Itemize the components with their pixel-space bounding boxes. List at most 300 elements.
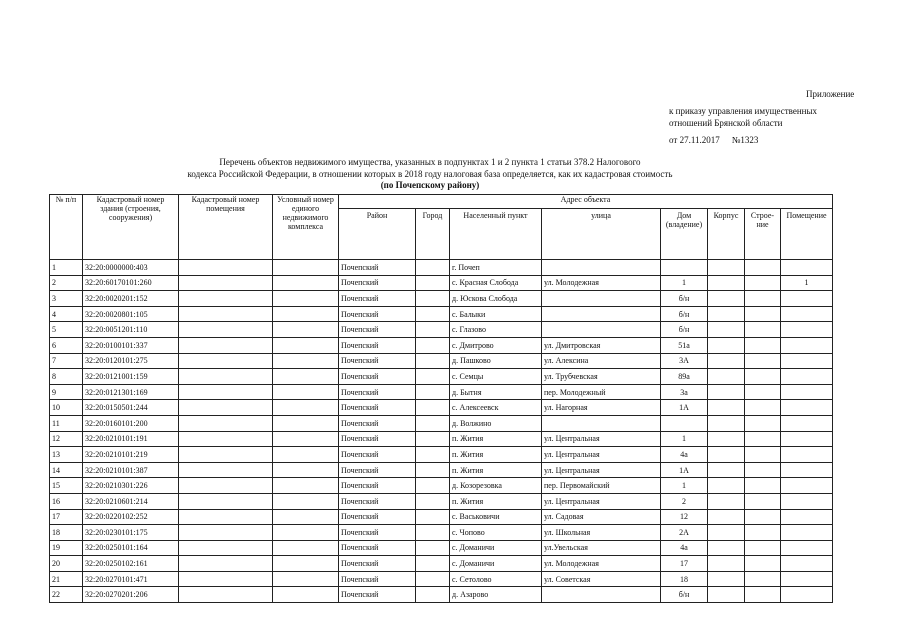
- cell-cadastral-building: 32:20:0270101:471: [83, 571, 179, 587]
- cell-cadastral-room: [179, 337, 273, 353]
- cell-room: [781, 384, 833, 400]
- cell-conditional-number: [273, 587, 339, 603]
- col-header-street: улица: [542, 209, 661, 260]
- cell-city: [416, 291, 450, 307]
- cell-cadastral-room: [179, 306, 273, 322]
- cell-conditional-number: [273, 571, 339, 587]
- cell-district: Почепский: [339, 509, 416, 525]
- cell-conditional-number: [273, 556, 339, 572]
- cell-building: [745, 415, 781, 431]
- cell-house: 4а: [661, 447, 708, 463]
- col-header-house: Дом (владение): [661, 209, 708, 260]
- cell-cadastral-building: 32:20:0210601:214: [83, 493, 179, 509]
- cell-street: [542, 322, 661, 338]
- cell-district: Почепский: [339, 415, 416, 431]
- cell-building: [745, 587, 781, 603]
- cell-cadastral-building: 32:20:0230101:175: [83, 525, 179, 541]
- col-header-locality: Населенный пункт: [450, 209, 542, 260]
- col-header-building: Строе-ние: [745, 209, 781, 260]
- col-header-city: Город: [416, 209, 450, 260]
- cell-number: 21: [50, 571, 83, 587]
- cell-district: Почепский: [339, 478, 416, 494]
- cell-room: [781, 478, 833, 494]
- table-row: [50, 587, 833, 603]
- cell-korpus: [708, 525, 745, 541]
- cell-conditional-number: [273, 431, 339, 447]
- table-row: [50, 291, 833, 307]
- cell-cadastral-room: [179, 353, 273, 369]
- table-row: [50, 540, 833, 556]
- cell-cadastral-building: 32:20:0160101:200: [83, 415, 179, 431]
- cell-conditional-number: [273, 540, 339, 556]
- cell-room: [781, 415, 833, 431]
- cell-house: 3А: [661, 353, 708, 369]
- cell-korpus: [708, 322, 745, 338]
- cell-number: 6: [50, 337, 83, 353]
- table-row: [50, 571, 833, 587]
- cell-street: ул. Молодежная: [542, 556, 661, 572]
- cell-korpus: [708, 306, 745, 322]
- table-row: [50, 322, 833, 338]
- table-row: [50, 306, 833, 322]
- cell-korpus: [708, 478, 745, 494]
- cell-cadastral-building: 32:20:0250102:161: [83, 556, 179, 572]
- cell-locality: с. Глазово: [450, 322, 542, 338]
- cell-room: [781, 540, 833, 556]
- cell-street: [542, 260, 661, 276]
- cell-city: [416, 587, 450, 603]
- cell-cadastral-room: [179, 275, 273, 291]
- cell-number: 13: [50, 447, 83, 463]
- table-row: [50, 275, 833, 291]
- cell-room: [781, 571, 833, 587]
- cell-conditional-number: [273, 400, 339, 416]
- cell-korpus: [708, 509, 745, 525]
- document-title-district: (по Почепскому району): [380, 180, 480, 190]
- cell-number: 11: [50, 415, 83, 431]
- table-row: [50, 478, 833, 494]
- cell-house: 1А: [661, 462, 708, 478]
- cell-locality: п. Жития: [450, 462, 542, 478]
- cell-cadastral-room: [179, 540, 273, 556]
- cell-street: ул. Школьная: [542, 525, 661, 541]
- cell-city: [416, 369, 450, 385]
- cell-street: ул. Центральная: [542, 447, 661, 463]
- cell-cadastral-building: 32:20:0220102:252: [83, 509, 179, 525]
- document-title-line1: Перечень объектов недвижимого имущества, указанных в подпунктах 1 и 2 пункта 1 статьи 378.2 Налогового: [219, 157, 641, 167]
- cell-room: [781, 525, 833, 541]
- cell-number: 20: [50, 556, 83, 572]
- col-header-number: № п/п: [50, 195, 83, 260]
- cell-street: [542, 306, 661, 322]
- cell-conditional-number: [273, 353, 339, 369]
- cell-building: [745, 384, 781, 400]
- cell-district: Почепский: [339, 556, 416, 572]
- cell-cadastral-building: 32:20:0120101:275: [83, 353, 179, 369]
- cell-building: [745, 509, 781, 525]
- cell-district: Почепский: [339, 260, 416, 276]
- cell-house: 17: [661, 556, 708, 572]
- cell-building: [745, 291, 781, 307]
- cell-city: [416, 353, 450, 369]
- cell-number: 5: [50, 322, 83, 338]
- cell-house: 12: [661, 509, 708, 525]
- cell-conditional-number: [273, 415, 339, 431]
- cell-building: [745, 431, 781, 447]
- cell-house: [661, 260, 708, 276]
- cell-cadastral-building: 32:20:0121301:169: [83, 384, 179, 400]
- cell-locality: п. Жития: [450, 431, 542, 447]
- cell-street: ул. Дмитровская: [542, 337, 661, 353]
- cell-street: пер. Молодежный: [542, 384, 661, 400]
- cell-cadastral-building: 32:20:0270201:206: [83, 587, 179, 603]
- cell-house: 1А: [661, 400, 708, 416]
- order-date-line: [669, 135, 758, 146]
- cell-city: [416, 525, 450, 541]
- cell-house: 89а: [661, 369, 708, 385]
- cell-room: 1: [781, 275, 833, 291]
- cell-house: 3а: [661, 384, 708, 400]
- cell-house: [661, 415, 708, 431]
- cell-district: Почепский: [339, 493, 416, 509]
- order-number: №1323: [731, 135, 759, 145]
- cell-locality: с. Доманичи: [450, 556, 542, 572]
- cell-district: Почепский: [339, 353, 416, 369]
- cell-locality: д. Бытня: [450, 384, 542, 400]
- cell-cadastral-building: 32:20:0121001:159: [83, 369, 179, 385]
- order-date: от 27.11.2017: [669, 135, 720, 145]
- cell-house: 51а: [661, 337, 708, 353]
- cell-locality: с. Балыки: [450, 306, 542, 322]
- cell-cadastral-room: [179, 509, 273, 525]
- cell-korpus: [708, 353, 745, 369]
- cell-cadastral-building: 32:20:0210101:191: [83, 431, 179, 447]
- cell-street: пер. Первомайский: [542, 478, 661, 494]
- cell-city: [416, 556, 450, 572]
- cell-conditional-number: [273, 322, 339, 338]
- cell-conditional-number: [273, 337, 339, 353]
- cell-cadastral-room: [179, 431, 273, 447]
- cell-city: [416, 571, 450, 587]
- table-row: [50, 493, 833, 509]
- cell-room: [781, 447, 833, 463]
- cell-conditional-number: [273, 260, 339, 276]
- col-header-conditional-number: Условный номер единого недвижимого комплекса: [273, 195, 339, 260]
- cell-korpus: [708, 431, 745, 447]
- cell-city: [416, 540, 450, 556]
- cell-street: [542, 291, 661, 307]
- cell-conditional-number: [273, 462, 339, 478]
- cell-locality: п. Жития: [450, 493, 542, 509]
- cell-city: [416, 337, 450, 353]
- cell-building: [745, 369, 781, 385]
- cell-number: 18: [50, 525, 83, 541]
- cell-korpus: [708, 291, 745, 307]
- cell-building: [745, 571, 781, 587]
- cell-locality: г. Почеп: [450, 260, 542, 276]
- cell-building: [745, 462, 781, 478]
- cell-korpus: [708, 400, 745, 416]
- cell-building: [745, 525, 781, 541]
- cell-cadastral-building: 32:20:0020201:152: [83, 291, 179, 307]
- cell-korpus: [708, 275, 745, 291]
- cell-cadastral-building: 32:20:0000000:403: [83, 260, 179, 276]
- order-reference-line2: отношений Брянской области: [669, 118, 783, 128]
- cell-cadastral-room: [179, 462, 273, 478]
- table-row: [50, 556, 833, 572]
- cell-house: б/н: [661, 587, 708, 603]
- cell-cadastral-building: 32:20:0210301:226: [83, 478, 179, 494]
- cell-house: 4а: [661, 540, 708, 556]
- cell-cadastral-room: [179, 415, 273, 431]
- cell-house: 1: [661, 431, 708, 447]
- col-header-room: Помещение: [781, 209, 833, 260]
- cell-locality: с. Сетолово: [450, 571, 542, 587]
- cell-house: 2А: [661, 525, 708, 541]
- cell-street: ул. Центральная: [542, 462, 661, 478]
- cell-locality: с. Алексеевск: [450, 400, 542, 416]
- cell-number: 9: [50, 384, 83, 400]
- cell-conditional-number: [273, 493, 339, 509]
- cell-district: Почепский: [339, 400, 416, 416]
- cell-house: 2: [661, 493, 708, 509]
- cell-building: [745, 400, 781, 416]
- cell-house: 18: [661, 571, 708, 587]
- cell-number: 7: [50, 353, 83, 369]
- cell-district: Почепский: [339, 447, 416, 463]
- cell-house: б/н: [661, 322, 708, 338]
- cell-locality: с. Васьковичи: [450, 509, 542, 525]
- cell-city: [416, 260, 450, 276]
- cell-street: [542, 587, 661, 603]
- cell-room: [781, 493, 833, 509]
- cell-city: [416, 415, 450, 431]
- col-header-district: Район: [339, 209, 416, 260]
- cell-cadastral-building: 32:20:0210101:387: [83, 462, 179, 478]
- cell-room: [781, 322, 833, 338]
- cell-cadastral-room: [179, 260, 273, 276]
- cell-street: ул. Нагорная: [542, 400, 661, 416]
- cell-city: [416, 431, 450, 447]
- cell-district: Почепский: [339, 369, 416, 385]
- table-row: [50, 431, 833, 447]
- cell-building: [745, 275, 781, 291]
- cell-cadastral-building: 32:20:0100101:337: [83, 337, 179, 353]
- cell-room: [781, 291, 833, 307]
- cell-conditional-number: [273, 447, 339, 463]
- cell-locality: д. Волжино: [450, 415, 542, 431]
- cell-district: Почепский: [339, 306, 416, 322]
- cell-city: [416, 478, 450, 494]
- cell-cadastral-room: [179, 447, 273, 463]
- cell-cadastral-building: 32:20:0210101:219: [83, 447, 179, 463]
- cell-district: Почепский: [339, 275, 416, 291]
- cell-locality: д. Пашково: [450, 353, 542, 369]
- table-row: [50, 400, 833, 416]
- cell-locality: д. Азарово: [450, 587, 542, 603]
- table-row: [50, 525, 833, 541]
- cell-room: [781, 260, 833, 276]
- cell-cadastral-room: [179, 571, 273, 587]
- cell-locality: п. Жития: [450, 447, 542, 463]
- cell-district: Почепский: [339, 384, 416, 400]
- cell-building: [745, 337, 781, 353]
- cell-house: б/н: [661, 306, 708, 322]
- cell-room: [781, 400, 833, 416]
- cell-street: ул. Трубчевская: [542, 369, 661, 385]
- cell-district: Почепский: [339, 462, 416, 478]
- cell-room: [781, 556, 833, 572]
- appendix-label: Приложение: [806, 89, 855, 99]
- cell-district: Почепский: [339, 291, 416, 307]
- cell-building: [745, 322, 781, 338]
- cell-korpus: [708, 587, 745, 603]
- cell-city: [416, 322, 450, 338]
- cell-street: ул. Садовая: [542, 509, 661, 525]
- cell-conditional-number: [273, 384, 339, 400]
- cell-cadastral-room: [179, 478, 273, 494]
- cell-district: Почепский: [339, 322, 416, 338]
- cell-city: [416, 493, 450, 509]
- cell-district: Почепский: [339, 540, 416, 556]
- cell-city: [416, 384, 450, 400]
- table-row: [50, 369, 833, 385]
- cell-korpus: [708, 260, 745, 276]
- cell-room: [781, 431, 833, 447]
- cell-house: 1: [661, 478, 708, 494]
- cell-city: [416, 447, 450, 463]
- table-row: [50, 384, 833, 400]
- cell-conditional-number: [273, 525, 339, 541]
- table-row: [50, 509, 833, 525]
- cell-cadastral-building: 32:20:0020801:105: [83, 306, 179, 322]
- cell-room: [781, 353, 833, 369]
- document-title-line2: кодекса Российской Федерации, в отношении которых в 2018 году налоговая база определяется, как их кадастровая стоимость: [187, 169, 673, 179]
- cell-street: ул. Молодежная: [542, 275, 661, 291]
- cell-number: 1: [50, 260, 83, 276]
- cell-building: [745, 540, 781, 556]
- cell-city: [416, 275, 450, 291]
- cell-cadastral-room: [179, 556, 273, 572]
- cell-district: Почепский: [339, 571, 416, 587]
- cell-cadastral-building: 32:20:0250101:164: [83, 540, 179, 556]
- cell-number: 14: [50, 462, 83, 478]
- table-row: [50, 260, 833, 276]
- table-row: [50, 462, 833, 478]
- cell-room: [781, 306, 833, 322]
- cell-cadastral-building: 32:20:0150501:244: [83, 400, 179, 416]
- cell-number: 22: [50, 587, 83, 603]
- cell-house: 1: [661, 275, 708, 291]
- cell-cadastral-room: [179, 322, 273, 338]
- cell-building: [745, 447, 781, 463]
- cell-cadastral-building: 32:20:0051201:110: [83, 322, 179, 338]
- cell-number: 10: [50, 400, 83, 416]
- cell-locality: с. Чопово: [450, 525, 542, 541]
- cell-building: [745, 493, 781, 509]
- cell-korpus: [708, 540, 745, 556]
- cell-korpus: [708, 415, 745, 431]
- col-header-cadastral-building: Кадастровый номер здания (строения, сооружения): [83, 195, 179, 260]
- cell-house: б/н: [661, 291, 708, 307]
- cell-locality: д. Козорезовка: [450, 478, 542, 494]
- cell-room: [781, 462, 833, 478]
- cell-city: [416, 306, 450, 322]
- cell-building: [745, 478, 781, 494]
- cell-room: [781, 509, 833, 525]
- cell-cadastral-room: [179, 291, 273, 307]
- cell-number: 3: [50, 291, 83, 307]
- cell-cadastral-room: [179, 400, 273, 416]
- cell-number: 16: [50, 493, 83, 509]
- cell-street: [542, 415, 661, 431]
- cell-street: ул. Центральная: [542, 493, 661, 509]
- cell-conditional-number: [273, 478, 339, 494]
- cell-city: [416, 509, 450, 525]
- cell-cadastral-room: [179, 587, 273, 603]
- cell-street: ул. Советская: [542, 571, 661, 587]
- cell-room: [781, 587, 833, 603]
- cell-district: Почепский: [339, 587, 416, 603]
- cell-locality: с. Доманичи: [450, 540, 542, 556]
- cell-number: 8: [50, 369, 83, 385]
- cell-street: ул.Увельская: [542, 540, 661, 556]
- cell-locality: с. Красная Слобода: [450, 275, 542, 291]
- cell-street: ул. Алексина: [542, 353, 661, 369]
- cell-room: [781, 337, 833, 353]
- cell-conditional-number: [273, 306, 339, 322]
- cell-locality: д. Юскова Слобода: [450, 291, 542, 307]
- cell-cadastral-room: [179, 493, 273, 509]
- cell-district: Почепский: [339, 337, 416, 353]
- cell-number: 2: [50, 275, 83, 291]
- cell-korpus: [708, 462, 745, 478]
- col-header-cadastral-room: Кадастровый номер помещения: [179, 195, 273, 260]
- cell-cadastral-room: [179, 384, 273, 400]
- cell-conditional-number: [273, 275, 339, 291]
- table-row: [50, 353, 833, 369]
- cell-number: 4: [50, 306, 83, 322]
- cell-cadastral-building: 32:20:60170101:260: [83, 275, 179, 291]
- cell-korpus: [708, 369, 745, 385]
- cell-korpus: [708, 493, 745, 509]
- col-header-address-group: Адрес объекта: [339, 195, 833, 209]
- cell-number: 17: [50, 509, 83, 525]
- cell-korpus: [708, 384, 745, 400]
- cell-cadastral-room: [179, 369, 273, 385]
- cell-cadastral-room: [179, 525, 273, 541]
- cell-number: 12: [50, 431, 83, 447]
- cell-building: [745, 260, 781, 276]
- cell-district: Почепский: [339, 431, 416, 447]
- cell-korpus: [708, 337, 745, 353]
- cell-building: [745, 306, 781, 322]
- cell-number: 19: [50, 540, 83, 556]
- cell-korpus: [708, 571, 745, 587]
- cell-building: [745, 556, 781, 572]
- cell-conditional-number: [273, 369, 339, 385]
- cell-korpus: [708, 556, 745, 572]
- cell-building: [745, 353, 781, 369]
- order-reference-line1: к приказу управления имущественных: [669, 106, 818, 116]
- property-register-table: [49, 194, 833, 603]
- cell-number: 15: [50, 478, 83, 494]
- table-row: [50, 447, 833, 463]
- cell-street: ул. Центральная: [542, 431, 661, 447]
- cell-locality: с. Дмитрово: [450, 337, 542, 353]
- table-row: [50, 337, 833, 353]
- cell-conditional-number: [273, 291, 339, 307]
